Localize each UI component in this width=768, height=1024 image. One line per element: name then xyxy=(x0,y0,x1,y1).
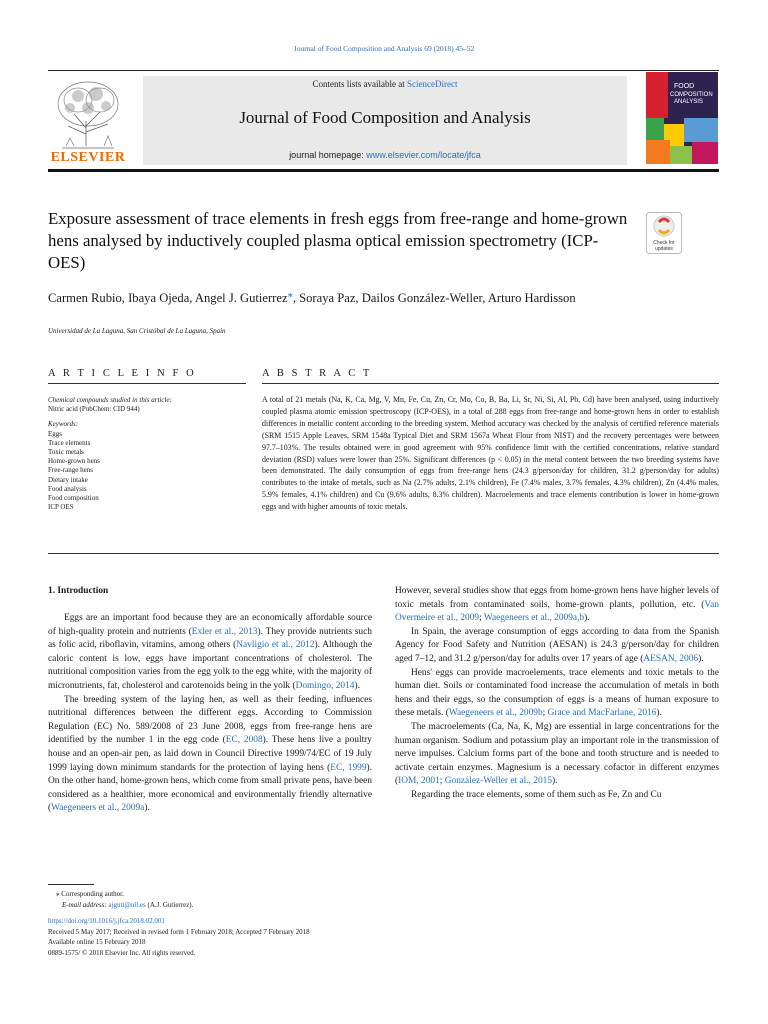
header-rule xyxy=(48,70,719,71)
paragraph: Regarding the trace elements, some of them such as Fe, Zn and Cu xyxy=(411,789,662,800)
paragraph xyxy=(48,694,372,816)
citation-link[interactable]: Navligio et al., 2012 xyxy=(236,640,315,651)
paragraph xyxy=(48,612,372,694)
keyword: Free-range hens xyxy=(48,466,93,475)
keyword: ICP OES xyxy=(48,503,74,512)
body-column-left xyxy=(48,612,372,816)
copyright: 0889-1575/ © 2018 Elsevier Inc. All rights reserved. xyxy=(48,948,196,957)
paragraph-text: ). On the other hand, home-grown hens, which come from small private pens, have been considered as a healthier, more economical and environmentally friendly alternative ( xyxy=(48,762,372,814)
paragraph xyxy=(395,721,719,789)
journal-homepage xyxy=(143,150,627,160)
paragraph-text: Hens' eggs can provide macroelements, trace elements and toxic metals to the human diet. Soils or contaminated food increase the accumulation of metals in both hens and their eggs, so the consumption of eggs is a means of human exposure to these metals. ( xyxy=(395,667,719,719)
paragraph-text: ). Although the caloric content is low, eggs have important concentrations of cholesterol. The nutritional composition varies from the egg yolk to the egg white, with the majority of micronutrients, fat, cholesterol and carotenoids being in the yolk ( xyxy=(48,640,372,691)
header-thick-rule xyxy=(48,169,719,172)
email-owner: (A.J. Gutierrez). xyxy=(145,900,194,909)
paragraph-text: The breeding system of the laying hen, as well as their feeding, influences nutritional differences between the different eggs. According to Commission Regulation (EC) No. 589/2008 of 23 June 2008, eggs from free-range hens are identified by the number 1 in the egg code ( xyxy=(48,694,372,746)
contents-line xyxy=(143,79,627,89)
section-heading-introduction: 1. Introduction xyxy=(48,586,109,596)
available-online: Available online 15 February 2018 xyxy=(48,938,146,946)
keyword: Trace elements xyxy=(48,438,91,447)
chemical-compound-value: Nitric acid (PubChem: CID 944) xyxy=(48,405,140,414)
citation-link[interactable]: Waegeneers et al., 2009a,b xyxy=(483,613,585,624)
paragraph-text: ; xyxy=(542,708,548,719)
crossmark-label-2: updates xyxy=(655,246,673,252)
keyword: Toxic metals xyxy=(48,448,84,457)
journal-title: Journal of Food Composition and Analysis xyxy=(239,108,531,127)
citation-link[interactable]: González-Weller et al., 2015 xyxy=(444,776,553,787)
paragraph xyxy=(395,667,719,721)
citation-link[interactable]: Waegeneers et al., 2009b xyxy=(448,708,543,719)
homepage-prefix: journal homepage: xyxy=(289,150,367,160)
body-column-right xyxy=(395,585,719,803)
article-title: Exposure assessment of trace elements in fresh eggs from free-range and home-grown hens analysed by inductively coupled plasma optical emission spectrometry (ICP-OES) xyxy=(48,209,628,272)
author-list xyxy=(48,286,608,307)
affiliation: Universidad de La Laguna, San Cristóbal de La Laguna, Spain xyxy=(48,327,226,335)
cover-text-composition: COMPOSITION xyxy=(670,92,713,98)
corresponding-author-mark[interactable]: ⁎ xyxy=(287,289,293,300)
paragraph-text: ). xyxy=(552,776,558,787)
keyword: Food analysis xyxy=(48,484,87,493)
paragraph-text: ). They provide nutrients such as folic acid, riboflavin, vitamins, among others ( xyxy=(48,626,372,651)
received-dates: Received 5 May 2017; Received in revised form 1 February 2018; Accepted 7 February 2018 xyxy=(48,927,310,936)
elsevier-wordmark: ELSEVIER xyxy=(50,150,126,165)
paragraph-text: ). xyxy=(656,708,662,719)
authors-part-1: Carmen Rubio, Ibaya Ojeda, Angel J. Gutierrez xyxy=(48,291,288,306)
journal-cover-image[interactable] xyxy=(646,72,718,164)
abstract-bottom-rule xyxy=(48,553,719,554)
keyword: Eggs xyxy=(48,429,62,438)
contents-prefix: Contents lists available at xyxy=(312,79,407,89)
paragraph-text: Eggs are an important food because they are an economically affordable source of high-quality protein and nutrients ( xyxy=(48,613,372,637)
email-link[interactable]: ajguti@ull.es xyxy=(108,900,146,909)
keyword: Home-grown hens xyxy=(48,457,100,466)
abstract-rule xyxy=(262,383,719,384)
article-info-block xyxy=(48,396,246,512)
paragraph-text: ). xyxy=(144,803,150,814)
article-info-rule xyxy=(48,383,246,384)
paragraph-text: However, several studies show that eggs from home-grown hens have higher levels of toxic metals from contaminated soils, home-grown plants, pollution, etc. ( xyxy=(395,586,719,610)
journal-citation[interactable]: Journal of Food Composition and Analysis 69 (2018) 45–52 xyxy=(293,44,475,53)
corresponding-author-note: ⁎ Corresponding author. xyxy=(56,890,124,898)
citation-link[interactable]: EC, 2008 xyxy=(225,735,263,746)
keyword: Dietary intake xyxy=(48,475,88,484)
cover-text-food: FOOD xyxy=(674,83,695,90)
chemical-compounds-label: Chemical compounds studied in this article: xyxy=(48,396,172,404)
keywords-label: Keywords: xyxy=(48,420,79,429)
paragraph-text: ). xyxy=(354,680,360,691)
footnote-rule xyxy=(48,884,94,885)
paragraph-text: In Spain, the average consumption of eggs according to data from the Spanish Agency for Food Safety and Nutrition (AESAN) is 24.3 g/person/day for children aged 7–12, and 31.2 g/person/day for adults over 17 years of age ( xyxy=(395,626,719,664)
crossmark-label-1: Check for xyxy=(653,240,675,246)
homepage-link[interactable]: www.elsevier.com/locate/jfca xyxy=(366,150,481,160)
article-info-heading: A R T I C L E I N F O xyxy=(48,368,197,379)
check-for-updates-icon[interactable] xyxy=(646,212,682,254)
paragraph-text: ). xyxy=(698,653,704,664)
paragraph-text: ; xyxy=(479,613,484,624)
doi-link[interactable]: https://doi.org/10.1016/j.jfca.2018.02.001 xyxy=(48,917,165,925)
paragraph-text: ). xyxy=(584,613,590,624)
paragraph xyxy=(395,585,719,626)
email-line xyxy=(48,900,310,911)
citation-link[interactable]: AESAN, 2006 xyxy=(643,653,699,664)
paragraph-text: The macroelements (Ca, Na, K, Mg) are essential in large concentrations for the human organism. Sodium and potassium play an important role in the transmission of nerve impulses. Calcium forms part of the bone and tooth structure and is needed to activate certain enzymes. Magnesium is a necessary cofactor in different enzymes ( xyxy=(395,721,719,787)
keyword: Food composition xyxy=(48,494,99,503)
cover-text-analysis: ANALYSIS xyxy=(674,99,703,105)
authors-part-2: , Soraya Paz, Dailos González-Weller, Arturo Hardisson xyxy=(292,291,576,306)
citation-link[interactable]: Exler et al., 2013 xyxy=(191,626,258,637)
citation-link[interactable]: Waegeneers et al., 2009a xyxy=(51,803,145,814)
paragraph-text: ). These hens live a poultry house and an open-air pen, as laid down in Council Directive 1999/74/EC of 19 July 1999 laying down minimum standards for the protection of laying hens ( xyxy=(48,735,372,773)
paragraph xyxy=(395,626,719,667)
citation-link[interactable]: Van Overmeire et al., 2009 xyxy=(395,599,719,624)
paragraph-text: ; xyxy=(439,776,445,787)
citation-link[interactable]: Grace and MacFarlane, 2016 xyxy=(547,708,657,719)
footnotes xyxy=(48,889,310,958)
citation-link[interactable]: EC, 1999 xyxy=(330,762,367,773)
citation-link[interactable]: Domingo, 2014 xyxy=(295,680,355,691)
abstract-text: A total of 21 metals (Na, K, Ca, Mg, V, Mn, Fe, Cu, Zn, Cr, Mo, Co, B, Ba, Li, Sr, Ni, Si, Al, Pb, Cd) have been analysed, using inductively coupled plasma atomic emission spectroscopy (ICP-OES), in a total of 288 eggs from free-range and home-grown hens in order to establish differences in metallic content according to the breeding system. Method accuracy was checked by the analysis of certified reference materials (SRM 1515 Apple Leaves, SRM 1548a Typical Diet and SRM 1567a Wheat Flour from NIST) and the recovery percentages were between 97.7–103%. The results obtained were in good agreement with 95% confidence limit with the certified concentrations, relative standard deviation (RSD) values were lower than 25%. Significant differences (p < 0.05) in the metal content between the two breeding systems have been demonstrated. The daily consumption of eggs from free-range hens (24.3 g/person/day for children, 31.2 g/person/day for adults) contributes to the intake of metals, such as Na (2.7% adults, 2.1% children), Fe (7.4% males, 3.7% females, 4.3% children), Zn (4.4% males, 5.9% females, 4.1% children) and Cu (9.6% adults, 8.3% children). Macroelements and trace elements contribution is lower in home-grown eggs and with higher amounts of toxic metals. xyxy=(262,395,719,512)
abstract-heading: A B S T R A C T xyxy=(262,368,372,379)
citation-link[interactable]: IOM, 2001 xyxy=(398,776,440,787)
email-label: E-mail address: xyxy=(62,900,109,909)
sciencedirect-link[interactable]: ScienceDirect xyxy=(407,79,458,89)
